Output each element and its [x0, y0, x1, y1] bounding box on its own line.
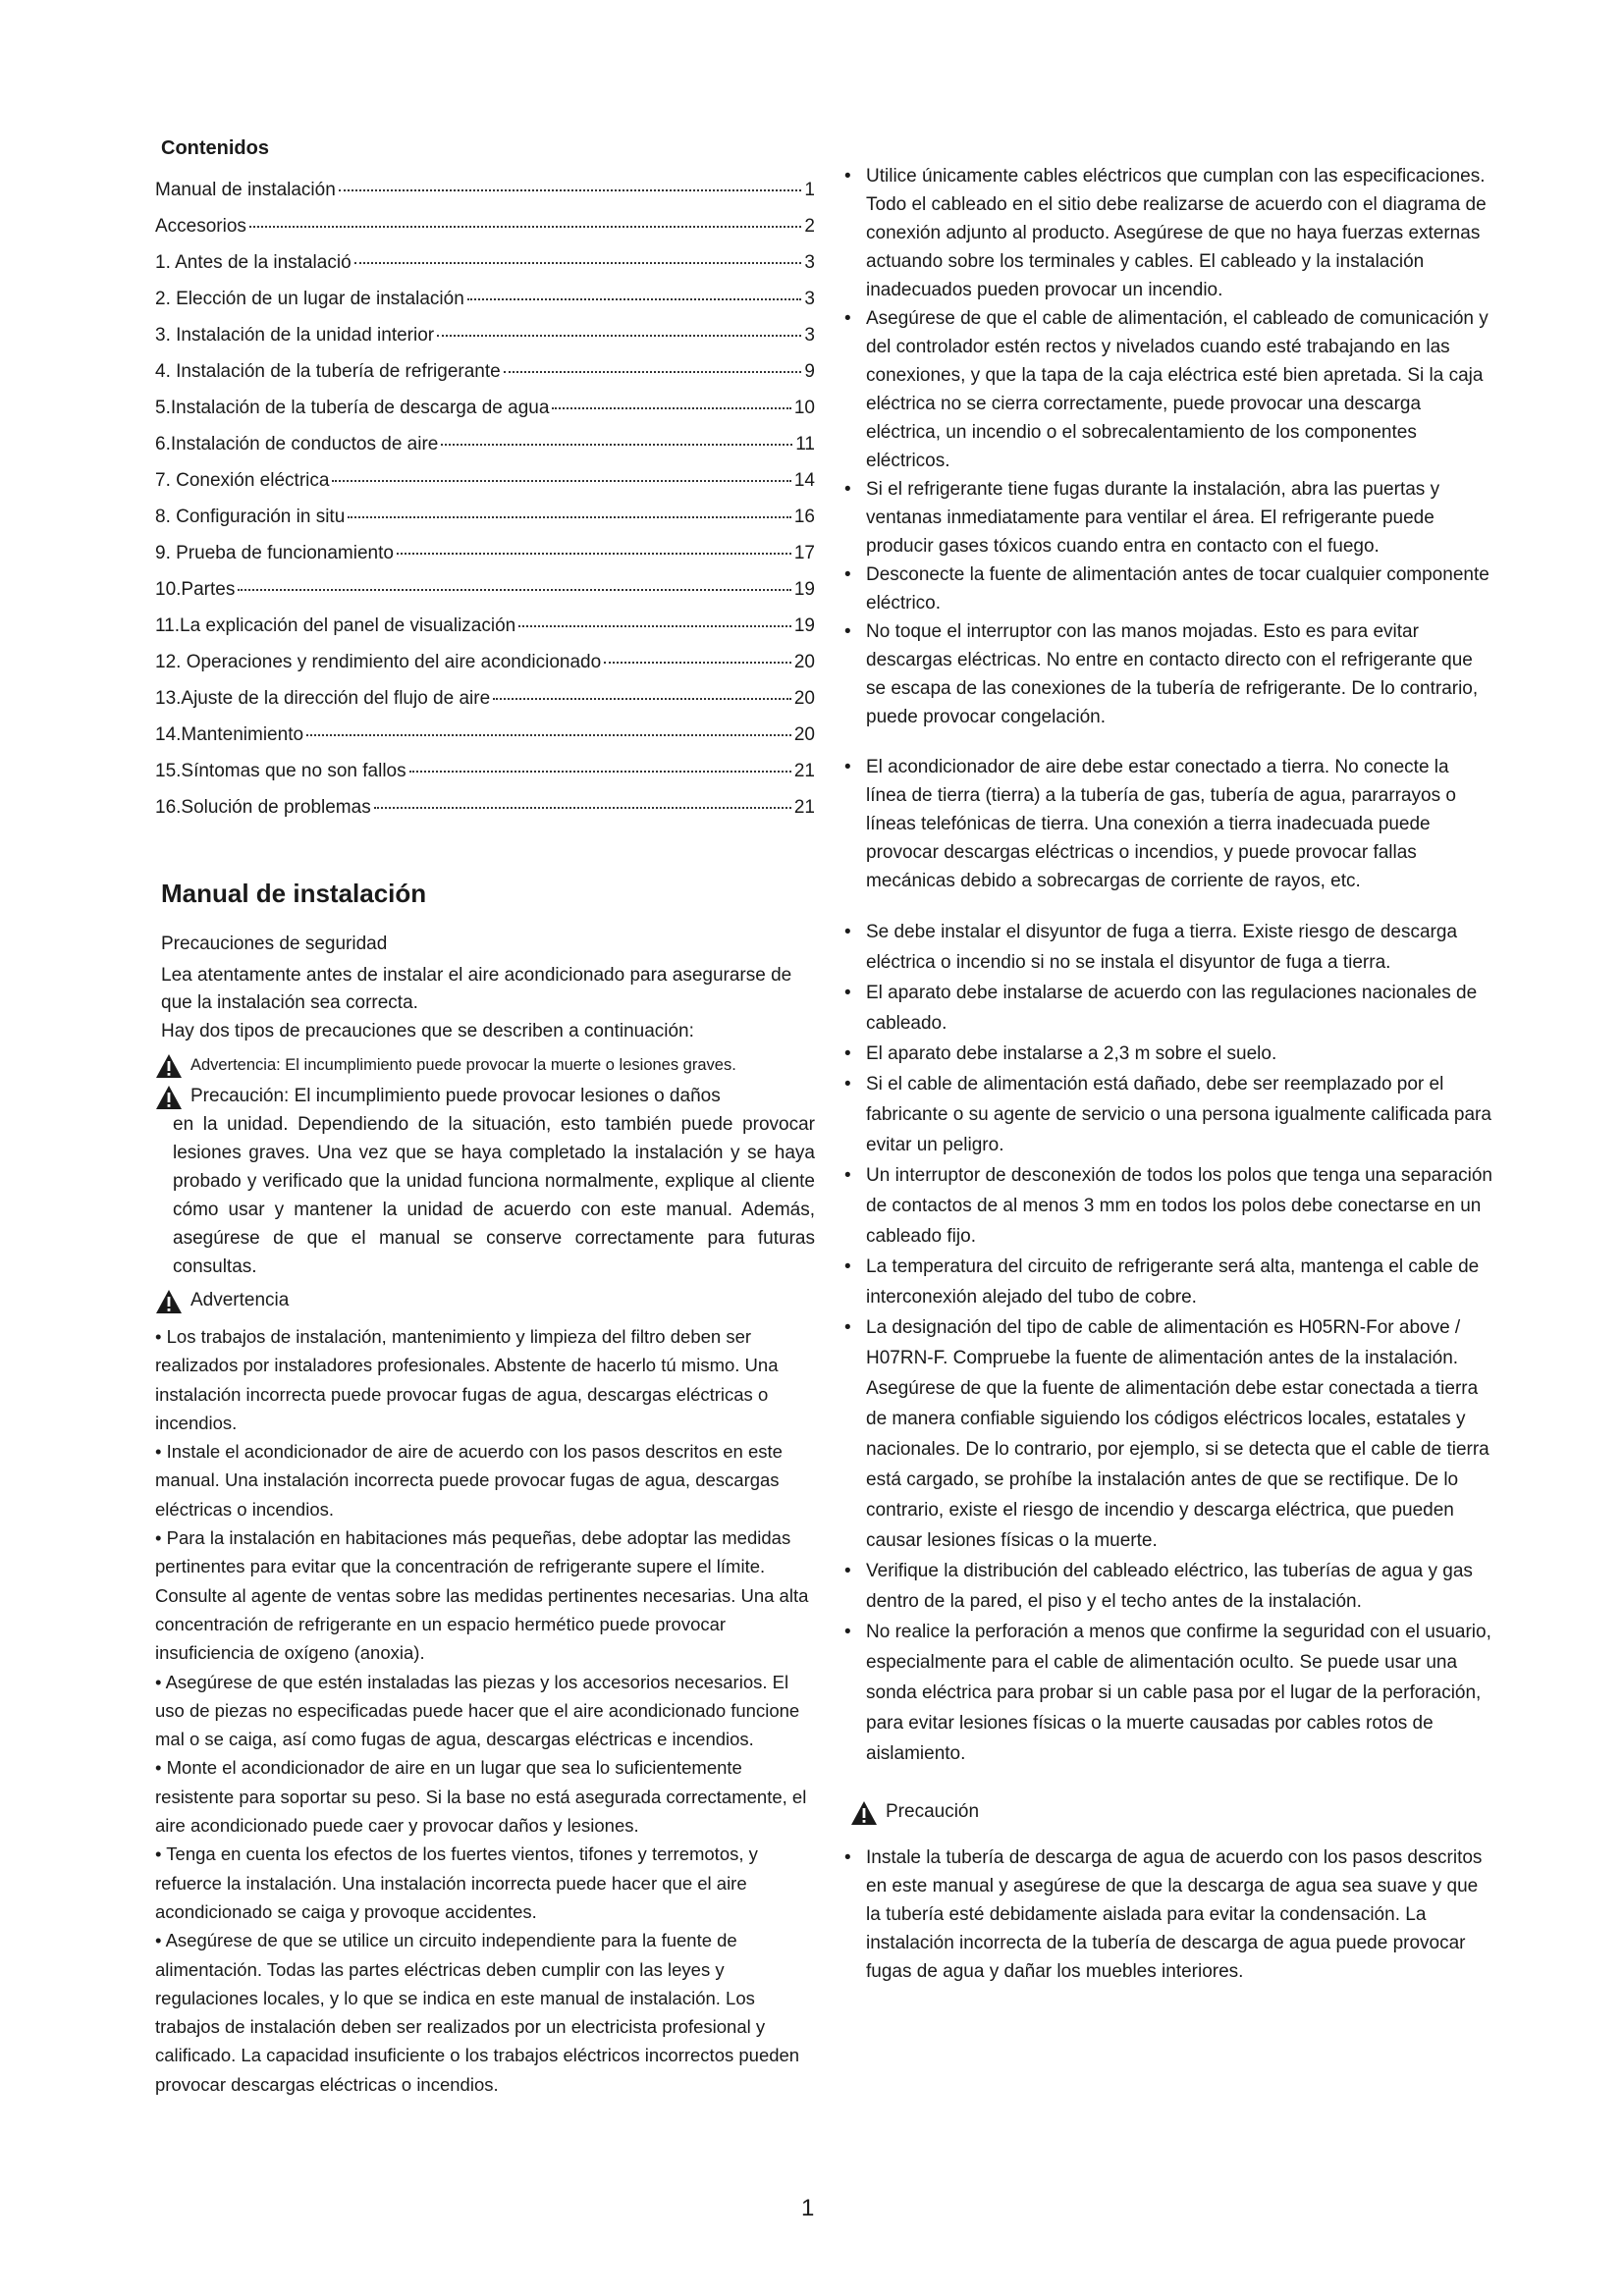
safety-heading: Precauciones de seguridad: [161, 934, 388, 954]
toc-entry-page: 21: [793, 797, 815, 818]
page-number: 1: [801, 2195, 815, 2221]
toc-leader-dots: [552, 407, 790, 409]
toc-leader-dots: [604, 662, 791, 664]
toc-entry[interactable]: [155, 289, 815, 325]
warning-definition: [155, 1051, 815, 1079]
toc-leader-dots: [332, 480, 790, 482]
list-item: • No toque el interruptor con las manos mojadas. Esto es para evitar descargas eléctricas. No entre en contacto directo con el refrigerante que se escapa de las conexiones de la tubería de refrigerante. De lo contrario, puede provocar congelación.: [844, 621, 1479, 727]
toc-entry[interactable]: [155, 724, 815, 761]
warning-triangle-icon: [155, 1085, 183, 1110]
toc-entry-page: 20: [793, 724, 815, 745]
toc-entry-page: 3: [804, 289, 815, 309]
warning-definition-text: Advertencia: El incumplimiento puede provocar la muerte o lesiones graves.: [190, 1056, 736, 1074]
toc-entry-page: 2: [804, 216, 815, 237]
toc-entry-label: 1. Antes de la instalació: [155, 252, 352, 273]
list-item: • Asegúrese de que el cable de alimentación, el cableado de comunicación y del controlador estén rectos y nivelados cuando esté trabajando en las conexiones, y que la tapa de la caja eléctrica esté bien apretada. Si la caja eléctrica no se cierra correctamente, puede provocar una descarga eléctrica, un incendio o el sobrecalentamiento de los componentes eléctricos.: [844, 308, 1489, 471]
toc-entry-page: 19: [793, 615, 815, 636]
toc-entry-page: 3: [804, 252, 815, 273]
toc-entry[interactable]: [155, 398, 815, 434]
toc-entry[interactable]: [155, 325, 815, 361]
toc-entry-label: 9. Prueba de funcionamiento: [155, 543, 394, 563]
left-bullet-list: [155, 1322, 815, 2099]
toc-leader-dots: [354, 262, 802, 264]
toc-entry-label: 12. Operaciones y rendimiento del aire acondicionado: [155, 652, 602, 672]
list-item: • Utilice únicamente cables eléctricos que cumplan con las especificaciones. Todo el cableado en el sitio debe realizarse de acuerdo con el diagrama de conexión adjunto al producto. Asegúrese de que no haya fuerzas externas actuando sobre los terminales y cables. El cableado y la instalación inadecuados pueden provocar un incendio.: [844, 166, 1487, 300]
toc-entry-label: 14.Mantenimiento: [155, 724, 304, 745]
warning-heading: Advertencia: [190, 1290, 290, 1310]
toc-entry-label: 11.La explicación del panel de visualización: [155, 615, 516, 636]
right-bullet-group-1: [844, 162, 1492, 731]
toc-title: Contenidos: [161, 137, 269, 159]
toc-leader-dots: [339, 189, 802, 191]
list-item: • El aparato debe instalarse a 2,3 m sobre el suelo.: [844, 1043, 1277, 1064]
toc-entry[interactable]: [155, 434, 815, 470]
toc-leader-dots: [467, 298, 802, 300]
caution-definition-first-line: Precaución: El incumplimiento puede provocar lesiones o daños: [190, 1086, 721, 1106]
toc-entry-label: Manual de instalación: [155, 180, 336, 200]
toc-entry-label: 7. Conexión eléctrica: [155, 470, 330, 491]
toc-entry[interactable]: [155, 507, 815, 543]
list-item: • La designación del tipo de cable de alimentación es H05RN-For above / H07RN-F. Compruebe la fuente de alimentación antes de la instalación. Asegúrese de que la fuente de alimentación debe estar conectada a tierra de manera confiable siguiendo los códigos eléctricos locales, estatales y nacionales. De lo contrario, por ejemplo, si se detecta que el cable de tierra está cargado, se prohíbe la instalación antes de que se rectifique. De lo contrario, existe el riesgo de incendio y descarga eléctrica, que pueden causar lesiones físicas o la muerte.: [844, 1317, 1489, 1551]
toc-leader-dots: [437, 335, 801, 337]
toc-entry-label: Accesorios: [155, 216, 246, 237]
toc-leader-dots: [409, 771, 791, 773]
toc-entry[interactable]: [155, 361, 815, 398]
caution-heading: Precaución: [886, 1801, 980, 1822]
list-item: • Tenga en cuenta los efectos de los fuertes vientos, tifones y terremotos, y refuerce la instalación. Una instalación incorrecta puede hacer que el aire acondicionado se caiga y provoque accidentes.: [155, 1843, 758, 1922]
list-item: • Instale el acondicionador de aire de acuerdo con los pasos descritos en este manual. Una instalación incorrecta puede provocar fugas de agua, descargas eléctricas o incendios.: [155, 1441, 783, 1520]
toc-entry-page: 19: [793, 579, 815, 600]
list-item: • Un interruptor de desconexión de todos los polos que tenga una separación de contactos de al menos 3 mm en todos los polos debe conectarse en un cableado fijo.: [844, 1165, 1492, 1247]
caution-definition-body: en la unidad. Dependiendo de la situación, esto también puede provocar lesiones graves. Una vez que se haya completado la instalación y se haya probado y verificado que la unidad funciona normalmente, explique al cliente cómo usar y mantener la unidad de acuerdo con este manual. Además, asegúrese de que el manual se conserve correctamente para futuras consultas.: [173, 1114, 815, 1277]
toc-leader-dots: [504, 371, 802, 373]
toc-entry-label: 4. Instalación de la tubería de refrigerante: [155, 361, 501, 382]
list-item: • No realice la perforación a menos que confirme la seguridad con el usuario, especialmente para el cable de alimentación oculto. Se puede usar una sonda eléctrica para probar si un cable pasa por el lugar de la perforación, para evitar lesiones físicas o la muerte causadas por cables rotos de aislamiento.: [844, 1622, 1491, 1764]
toc-entry[interactable]: [155, 252, 815, 289]
right-column: [844, 162, 1492, 1986]
list-item: • Si el refrigerante tiene fugas durante la instalación, abra las puertas y ventanas inmediatamente para ventilar el área. El refrigerante puede producir gases tóxicos cuando entra en contacto con el fuego.: [844, 479, 1440, 557]
toc-entry-page: 21: [793, 761, 815, 781]
right-bullet-group-2: [844, 917, 1492, 1769]
toc-entry-label: 15.Síntomas que no son fallos: [155, 761, 406, 781]
toc-entry-page: 20: [793, 652, 815, 672]
left-column: [155, 137, 815, 2099]
toc-leader-dots: [306, 734, 791, 736]
list-item: • Desconecte la fuente de alimentación antes de tocar cualquier componente eléctrico.: [844, 564, 1489, 614]
toc-leader-dots: [397, 553, 791, 555]
list-item: • Monte el acondicionador de aire en un lugar que sea lo suficientemente resistente para soportar su peso. Si la base no está asegurada correctamente, el aire acondicionado puede caer y provocar daños y lesiones.: [155, 1757, 807, 1837]
warning-heading-row: [155, 1287, 815, 1314]
toc-entry-label: 10.Partes: [155, 579, 236, 600]
toc-leader-dots: [238, 589, 791, 591]
toc-entry[interactable]: [155, 688, 815, 724]
toc-entry-page: 20: [793, 688, 815, 709]
list-item-grounding: • El acondicionador de aire debe estar conectado a tierra. No conecte la línea de tierra (tierra) a la tubería de gas, tubería de agua, pararrayos o líneas telefónicas de tierra. Una conexión a tierra inadecuada puede provocar descargas eléctricas o incendios, y puede provocar fallas mecánicas debido a sobrecargas de corriente de rayos, etc.: [844, 757, 1456, 891]
toc-entry-page: 14: [793, 470, 815, 491]
toc-entry-page: 1: [804, 180, 815, 200]
toc-leader-dots: [518, 625, 791, 627]
toc-entry-label: 8. Configuración in situ: [155, 507, 346, 527]
toc-leader-dots: [493, 698, 791, 700]
toc-entry[interactable]: [155, 216, 815, 252]
toc-leader-dots: [249, 226, 802, 228]
list-item: • La temperatura del circuito de refrigerante será alta, mantenga el cable de interconexión alejado del tubo de cobre.: [844, 1256, 1480, 1308]
toc-entry-page: 11: [795, 434, 815, 454]
toc-entry[interactable]: [155, 797, 815, 833]
toc-entry-label: 13.Ajuste de la dirección del flujo de aire: [155, 688, 491, 709]
intro-text-2: Hay dos tipos de precauciones que se describen a continuación:: [161, 1020, 694, 1041]
list-item: • Asegúrese de que estén instaladas las piezas y los accesorios necesarios. El uso de piezas no especificadas puede hacer que el aire acondicionado funcione mal o se caiga, así como fugas de agua, descargas eléctricas e incendios.: [155, 1671, 800, 1750]
toc-entry[interactable]: [155, 543, 815, 579]
toc-entry-label: 3. Instalación de la unidad interior: [155, 325, 435, 346]
list-item: • Los trabajos de instalación, mantenimiento y limpieza del filtro deben ser realizados por instaladores profesionales. Abstente de hacerlo tú mismo. Una instalación incorrecta puede provocar fugas de agua, descargas eléctricas o incendios.: [155, 1326, 779, 1433]
table-of-contents: [155, 180, 815, 833]
toc-leader-dots: [441, 444, 792, 446]
warning-triangle-icon: [155, 1289, 183, 1314]
toc-entry-page: 17: [793, 543, 815, 563]
toc-entry[interactable]: [155, 615, 815, 652]
toc-entry[interactable]: [155, 180, 815, 216]
list-item: • El aparato debe instalarse de acuerdo con las regulaciones nacionales de cableado.: [844, 983, 1478, 1034]
toc-entry-page: 9: [804, 361, 815, 382]
list-item: • Se debe instalar el disyuntor de fuga a tierra. Existe riesgo de descarga eléctrica o incendio si no se instala el disyuntor de fuga a tierra.: [844, 922, 1458, 973]
list-item: • Verifique la distribución del cableado eléctrico, las tuberías de agua y gas dentro de la pared, el piso y el techo antes de la instalación.: [844, 1561, 1473, 1612]
list-item: • Para la instalación en habitaciones más pequeñas, debe adoptar las medidas pertinentes para evitar que la concentración de refrigerante supere el límite. Consulte al agente de ventas sobre las medidas pertinentes necesarias. Una alta concentración de refrigerante en un espacio hermético puede provocar insuficiencia de oxígeno (anoxia).: [155, 1527, 809, 1664]
toc-entry-label: 6.Instalación de conductos de aire: [155, 434, 439, 454]
caution-definition: [155, 1083, 815, 1110]
toc-entry-label: 2. Elección de un lugar de instalación: [155, 289, 464, 309]
caution-heading-row: [850, 1798, 1492, 1826]
warning-triangle-icon: [850, 1800, 878, 1826]
intro-text: Lea atentamente antes de instalar el aire acondicionado para asegurarse de que la instalación sea correcta.: [161, 964, 792, 1013]
toc-entry-page: 16: [793, 507, 815, 527]
toc-entry[interactable]: [155, 652, 815, 688]
toc-leader-dots: [348, 516, 791, 518]
toc-entry[interactable]: [155, 579, 815, 615]
list-item: • Si el cable de alimentación está dañado, debe ser reemplazado por el fabricante o su agente de servicio o una persona igualmente calificada para evitar un peligro.: [844, 1074, 1491, 1155]
toc-entry-page: 3: [804, 325, 815, 346]
warning-triangle-icon: [155, 1053, 183, 1079]
toc-leader-dots: [374, 807, 791, 809]
toc-entry[interactable]: [155, 761, 815, 797]
toc-entry-label: 16.Solución de problemas: [155, 797, 371, 818]
toc-entry-label: 5.Instalación de la tubería de descarga de agua: [155, 398, 550, 418]
toc-entry[interactable]: [155, 470, 815, 507]
list-item-caution: • Instale la tubería de descarga de agua de acuerdo con los pasos descritos en este manual y asegúrese de que la descarga de agua sea suave y que la tubería esté debidamente aislada para evitar la condensación. La instalación incorrecta de la tubería de descarga de agua puede provocar fugas de agua y dañar los muebles interiores.: [844, 1847, 1483, 1982]
toc-entry-page: 10: [793, 398, 815, 418]
list-item: • Asegúrese de que se utilice un circuito independiente para la fuente de alimentación. Todas las partes eléctricas deben cumplir con las leyes y regulaciones locales, y lo que se indica en este manual de instalación. Los trabajos de instalación deben ser realizados por un electricista profesional y calificado. La capacidad insuficiente o los trabajos eléctricos incorrectos pueden provocar descargas eléctricas o incendios.: [155, 1930, 800, 2095]
section-title-manual: Manual de instalación: [161, 879, 427, 908]
